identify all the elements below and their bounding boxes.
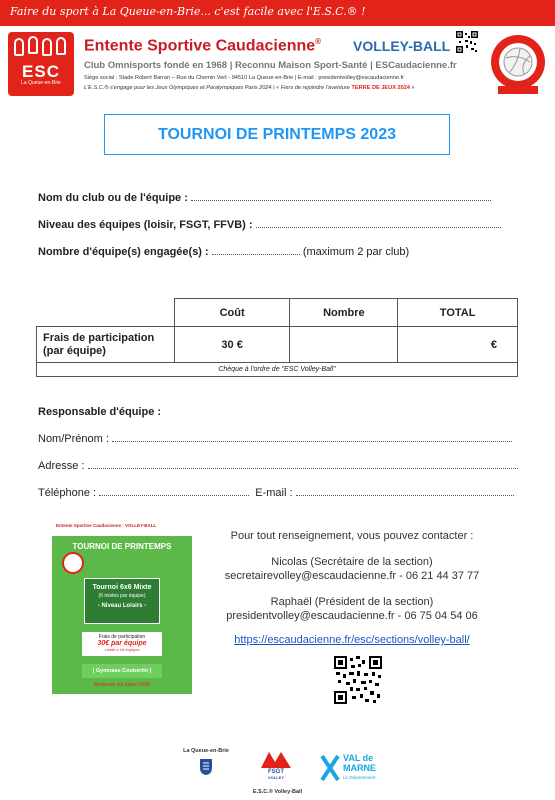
footer-caption: E.S.C.® Volley-Ball — [252, 789, 303, 795]
olympic-commitment: L'E.S.C.® s'engage pour les Jeux Olympiques et Paralympiques Paris 2024 | « Fiers de rejoindre l'aventure TERRE DE JEUX 2024 » — [84, 85, 415, 91]
poster-bbq: Barbecue sur place (10€) — [93, 682, 151, 688]
qr-code-icon — [456, 31, 478, 53]
address-blank[interactable] — [88, 460, 518, 469]
club-tagline: Club Omnisports fondé en 1968 | Reconnu Maison Sport-Santé | ESCaudacienne.fr — [84, 60, 457, 71]
banner-slogan: Faire du sport à La Queue-en-Brie... c'est facile avec l'E.S.C.® ! — [10, 5, 366, 18]
email-blank[interactable] — [296, 487, 514, 496]
fee-total-cell[interactable]: € — [398, 327, 518, 363]
fsgt-logo: FSGT VOLLEY — [258, 750, 294, 780]
team-count-note: (maximum 2 par club) — [302, 246, 410, 258]
address-label: Adresse : — [38, 460, 85, 472]
city-logo: La Queue-en-Brie — [176, 748, 236, 781]
phone-label: Téléphone : — [38, 487, 97, 499]
team-level-blank[interactable] — [256, 219, 501, 228]
poster-gym: | Gymnase Coubertin | — [82, 664, 162, 678]
poster-footer — [52, 694, 192, 714]
poster-event-box: Tournoi 6x6 Mixte (6 mixtes par équipe) - Niveau Loisirs - — [84, 578, 160, 624]
name-blank[interactable] — [112, 433, 512, 442]
contact-intro: Pour tout renseignement, vous pouvez contacter : — [230, 530, 474, 542]
esc-club-logo — [8, 32, 74, 96]
terre-de-jeux-badge: TERRE DE JEUX 2024 — [351, 85, 410, 91]
president-name: Raphaël (Président de la section) — [270, 596, 434, 608]
email-label: E-mail : — [255, 487, 293, 499]
website-qr-code — [334, 656, 382, 704]
address-field[interactable] — [38, 460, 518, 472]
tournament-title-box — [104, 114, 450, 155]
fee-count-cell[interactable] — [290, 327, 398, 363]
team-count-field[interactable] — [38, 246, 409, 258]
secretary-name: Nicolas (Secrétaire de la section) — [271, 556, 433, 568]
fee-header-total: TOTAL — [398, 299, 518, 327]
logo-initials: ESC — [22, 62, 60, 81]
club-name-label: Nom du club ou de l'équipe : — [38, 192, 188, 204]
club-name-blank[interactable] — [191, 192, 491, 201]
cheque-note: Chèque à l'ordre de "ESC Volley-Ball" — [37, 363, 518, 377]
fee-header-count: Nombre — [290, 299, 398, 327]
team-count-blank[interactable] — [212, 246, 300, 255]
contact-fields[interactable] — [38, 487, 514, 499]
team-count-label: Nombre d'équipe(s) engagée(s) : — [38, 246, 209, 258]
team-level-label: Niveau des équipes (loisir, FSGT, FFVB) : — [38, 219, 253, 231]
volleyball-section-logo — [490, 32, 546, 96]
secretary-contact: secretairevolley@escaudacienne.fr - 06 21 44 37 77 — [224, 570, 480, 582]
tournament-poster — [52, 516, 192, 714]
section-website-link[interactable]: https://escaudacienne.fr/esc/sections/volley-ball/ — [234, 634, 470, 646]
poster-fee-box: Frais de participation 30€ par équipe Limité à 16 équipes — [82, 632, 162, 656]
name-label: Nom/Prénom : — [38, 433, 109, 445]
fee-header-cost: Coût — [174, 299, 290, 327]
volleyball-icon — [62, 552, 84, 574]
club-header — [8, 30, 547, 102]
val-de-marne-logo: VAL de MARNE Le Département — [320, 752, 380, 784]
team-level-field[interactable] — [38, 219, 501, 231]
logo-city: La Queue-en-Brie — [21, 80, 61, 86]
responsible-heading: Responsable d'équipe : — [38, 406, 162, 418]
tournament-title: TOURNOI DE PRINTEMPS 2023 — [158, 126, 396, 143]
top-banner — [0, 0, 555, 26]
club-name: Entente Sportive Caudacienne® — [84, 37, 322, 55]
poster-header: Entente Sportive Caudacienne · VOLLEY-BALL — [52, 516, 192, 536]
fee-table — [36, 298, 518, 377]
fsgt-emblem-icon — [259, 750, 293, 770]
name-field[interactable] — [38, 433, 512, 445]
club-address: Siège social : Stade Robert Barran – Rue du Chemin Vert - 94510 La Queue-en-Brie | E-mail : presidentvolley@escaudacienne.fr — [84, 75, 404, 81]
president-contact: presidentvolley@escaudacienne.fr - 06 75 04 54 06 — [226, 610, 478, 622]
poster-title: TOURNOI DE PRINTEMPS — [72, 542, 172, 551]
fee-row-label: Frais de participation (par équipe) — [37, 327, 175, 363]
section-label: VOLLEY-BALL — [353, 38, 451, 54]
fee-cost-cell: 30 € — [174, 327, 290, 363]
val-de-marne-emblem-icon — [320, 754, 340, 782]
phone-blank[interactable] — [99, 487, 249, 496]
city-crest-icon — [199, 758, 213, 776]
club-name-field[interactable] — [38, 192, 491, 204]
